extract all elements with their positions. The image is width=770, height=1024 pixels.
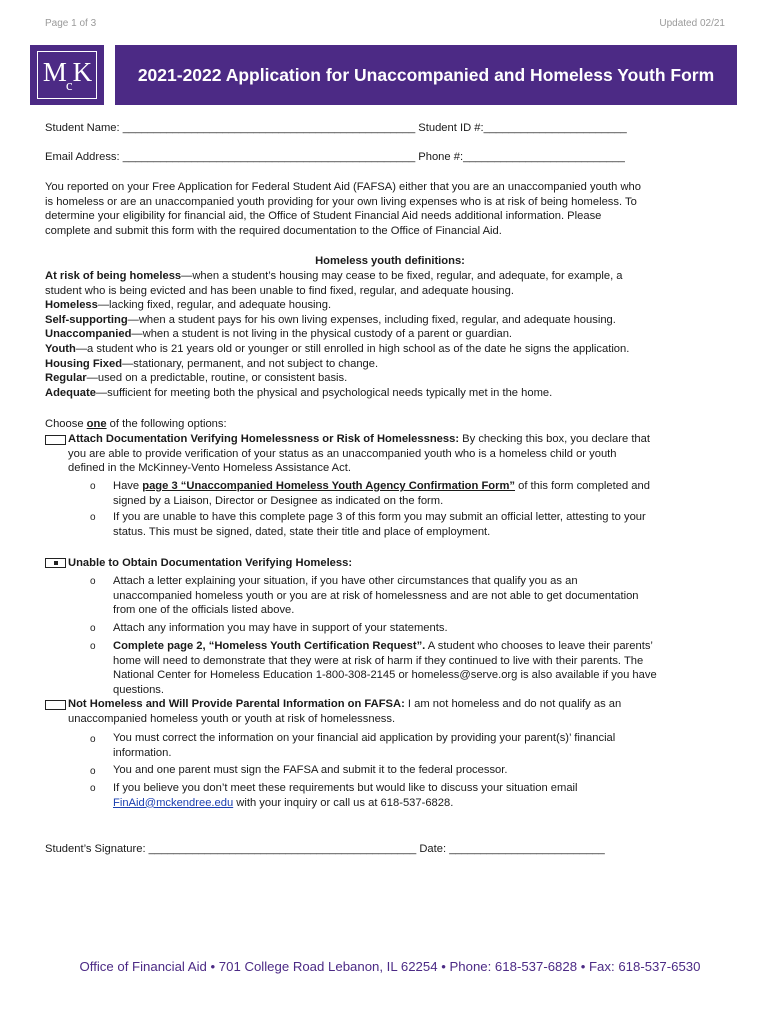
definitions-list (45, 269, 735, 400)
email-label: Email Address: (45, 151, 120, 163)
intro-paragraph (45, 180, 735, 238)
date-label: Date: (419, 843, 447, 855)
definition-housing-fixed: Housing Fixed—stationary, permanent, and not subject to change. (45, 357, 379, 370)
option-documentation: Attach Documentation Verifying Homelessness or Risk of Homelessness: By checking this box, you declare that you are able to provide verification of your status as an unaccompanied youth who is a homeless child or youth defined in the McKinney-Vento Homeless Assistance Act. (68, 433, 650, 475)
form-title-banner (115, 45, 737, 105)
option-not-homeless-bullet-3: If you believe you don’t meet these requirements but would like to discuss your situation email FinAid@mckendree.edu with your inquiry or call us at 618-537-6828. (113, 782, 578, 809)
student-id-label: Student ID #: (418, 122, 484, 134)
mckendree-logo (30, 45, 104, 105)
intro-line: is homeless or are an unaccompanied youth providing for your own living expenses who is at risk of being homeless. To (45, 195, 637, 208)
signature-row (45, 842, 605, 857)
option-not-homeless-heading: Not Homeless and Will Provide Parental Information on FAFSA: (68, 698, 405, 710)
option-documentation-heading: Attach Documentation Verifying Homelessness or Risk of Homelessness: (68, 433, 460, 445)
student-name-field[interactable]: _______________________________________________ (122, 122, 416, 134)
student-name-row (45, 121, 627, 136)
option-unable-bullet-3: Complete page 2, “Homeless Youth Certification Request”. A student who chooses to leave their parents’ home will need to demonstrate that they were at risk of harm if they continued to live with their parents. The National Center for Homeless Education 1-800-308-2145 or homeless@serve.org is also available if you have questions. (113, 640, 657, 696)
option-unable-bullet-2: Attach any information you may have in support of your statements. (113, 622, 448, 634)
signature-label: Student’s Signature: (45, 843, 146, 855)
bullet-icon: o (90, 512, 96, 523)
definition-at-risk-cont: student who is being evicted and has been unable to find fixed, regular, and adequate housing. (45, 284, 514, 297)
definition-regular: Regular—used on a predictable, routine, or consistent basis. (45, 372, 348, 385)
intro-line: complete and submit this form with the required documentation to the Office of Financial Aid. (45, 224, 502, 237)
definition-youth: Youth—a student who is 21 years old or younger or still enrolled in high school as of the date he signs the application. (45, 342, 630, 355)
option-unable-heading: Unable to Obtain Documentation Verifying Homeless: (68, 557, 353, 569)
checkbox-mark-icon (54, 561, 58, 565)
logo-monogram: $M_cK$ (42, 57, 92, 94)
option-documentation-checkbox[interactable] (45, 435, 66, 445)
signature-field[interactable]: ___________________________________________ (148, 843, 417, 855)
option-not-homeless-bullet-2: You and one parent must sign the FAFSA and submit it to the federal processor. (113, 764, 508, 776)
page-number: Page 1 of 3 (45, 18, 97, 29)
phone-field[interactable]: __________________________ (463, 151, 625, 163)
footer-contact: Office of Financial Aid • 701 College Road Lebanon, IL 62254 • Phone: 618-537-6828 • Fax: 618-537-6530 (79, 959, 701, 974)
bullet-icon: o (90, 481, 96, 492)
updated-date: Updated 02/21 (659, 18, 725, 29)
date-field[interactable]: _________________________ (449, 843, 605, 855)
email-link[interactable]: FinAid@mckendree.edu (113, 796, 234, 809)
bullet-icon: o (90, 766, 96, 777)
bullet-icon: o (90, 623, 96, 634)
definition-unaccompanied: Unaccompanied—when a student is not living in the physical custody of a parent or guardian. (45, 328, 513, 341)
student-id-field[interactable]: _______________________ (483, 122, 627, 134)
phone-label: Phone #: (418, 151, 464, 163)
definition-self-supporting: Self-supporting—when a student pays for his own living expenses, including fixed, regular, and adequate housing. (45, 313, 616, 326)
page-title: 2021-2022 Application for Unaccompanied and Homeless Youth Form (137, 64, 715, 85)
option-not-homeless-bullet-1: You must correct the information on your financial aid application by providing your parent(s)’ financial information. (113, 732, 616, 759)
student-name-label: Student Name: (45, 122, 120, 134)
option-not-homeless-checkbox[interactable] (45, 700, 66, 710)
option-unable-checkbox[interactable] (45, 558, 66, 568)
bullet-icon: o (90, 641, 96, 652)
option-not-homeless: Not Homeless and Will Provide Parental Information on FAFSA: I am not homeless and do not qualify as an unaccompanied homeless youth or youth at risk of homelessness. (68, 698, 622, 725)
email-row (45, 150, 625, 165)
bullet-icon: o (90, 576, 96, 587)
definition-at-risk: At risk of being homeless—when a student’s housing may cease to be fixed, regular, and adequate, for example, a (45, 270, 623, 282)
definition-homeless: Homeless—lacking fixed, regular, and adequate housing. (45, 299, 332, 312)
option-unable (68, 556, 728, 571)
bullet-icon: o (90, 734, 96, 745)
intro-line: determine your eligibility for financial aid, the Office of Student Financial Aid needs additional information. Please (45, 210, 602, 223)
intro-line: You reported on your Free Application for Federal Student Aid (FAFSA) either that you are an unaccompanied youth who (45, 181, 641, 193)
choose-instruction: Choose one of the following options: (45, 418, 227, 430)
option-documentation-bullet-2: If you are unable to have this complete page 3 of this form you may submit an official letter, attesting to your status. This must be signed, dated, state their title and place of employment. (113, 511, 646, 538)
definition-adequate: Adequate—sufficient for meeting both the physical and psychological needs typically met in the home. (45, 386, 553, 399)
bullet-icon: o (90, 783, 96, 794)
option-documentation-bullet-1: Have page 3 “Unaccompanied Homeless Youth Agency Confirmation Form” of this form completed and signed by a Liaison, Director or Designee as indicated on the form. (113, 480, 650, 507)
definitions-title: Homeless youth definitions: (315, 255, 465, 267)
email-field[interactable]: _______________________________________________ (122, 151, 416, 163)
option-unable-bullet-1: Attach a letter explaining your situation, if you have other circumstances that qualify you as an unaccompanied homeless youth or you are at risk of homelessness and are not able to get documentation from one of the officials listed above. (113, 575, 639, 617)
